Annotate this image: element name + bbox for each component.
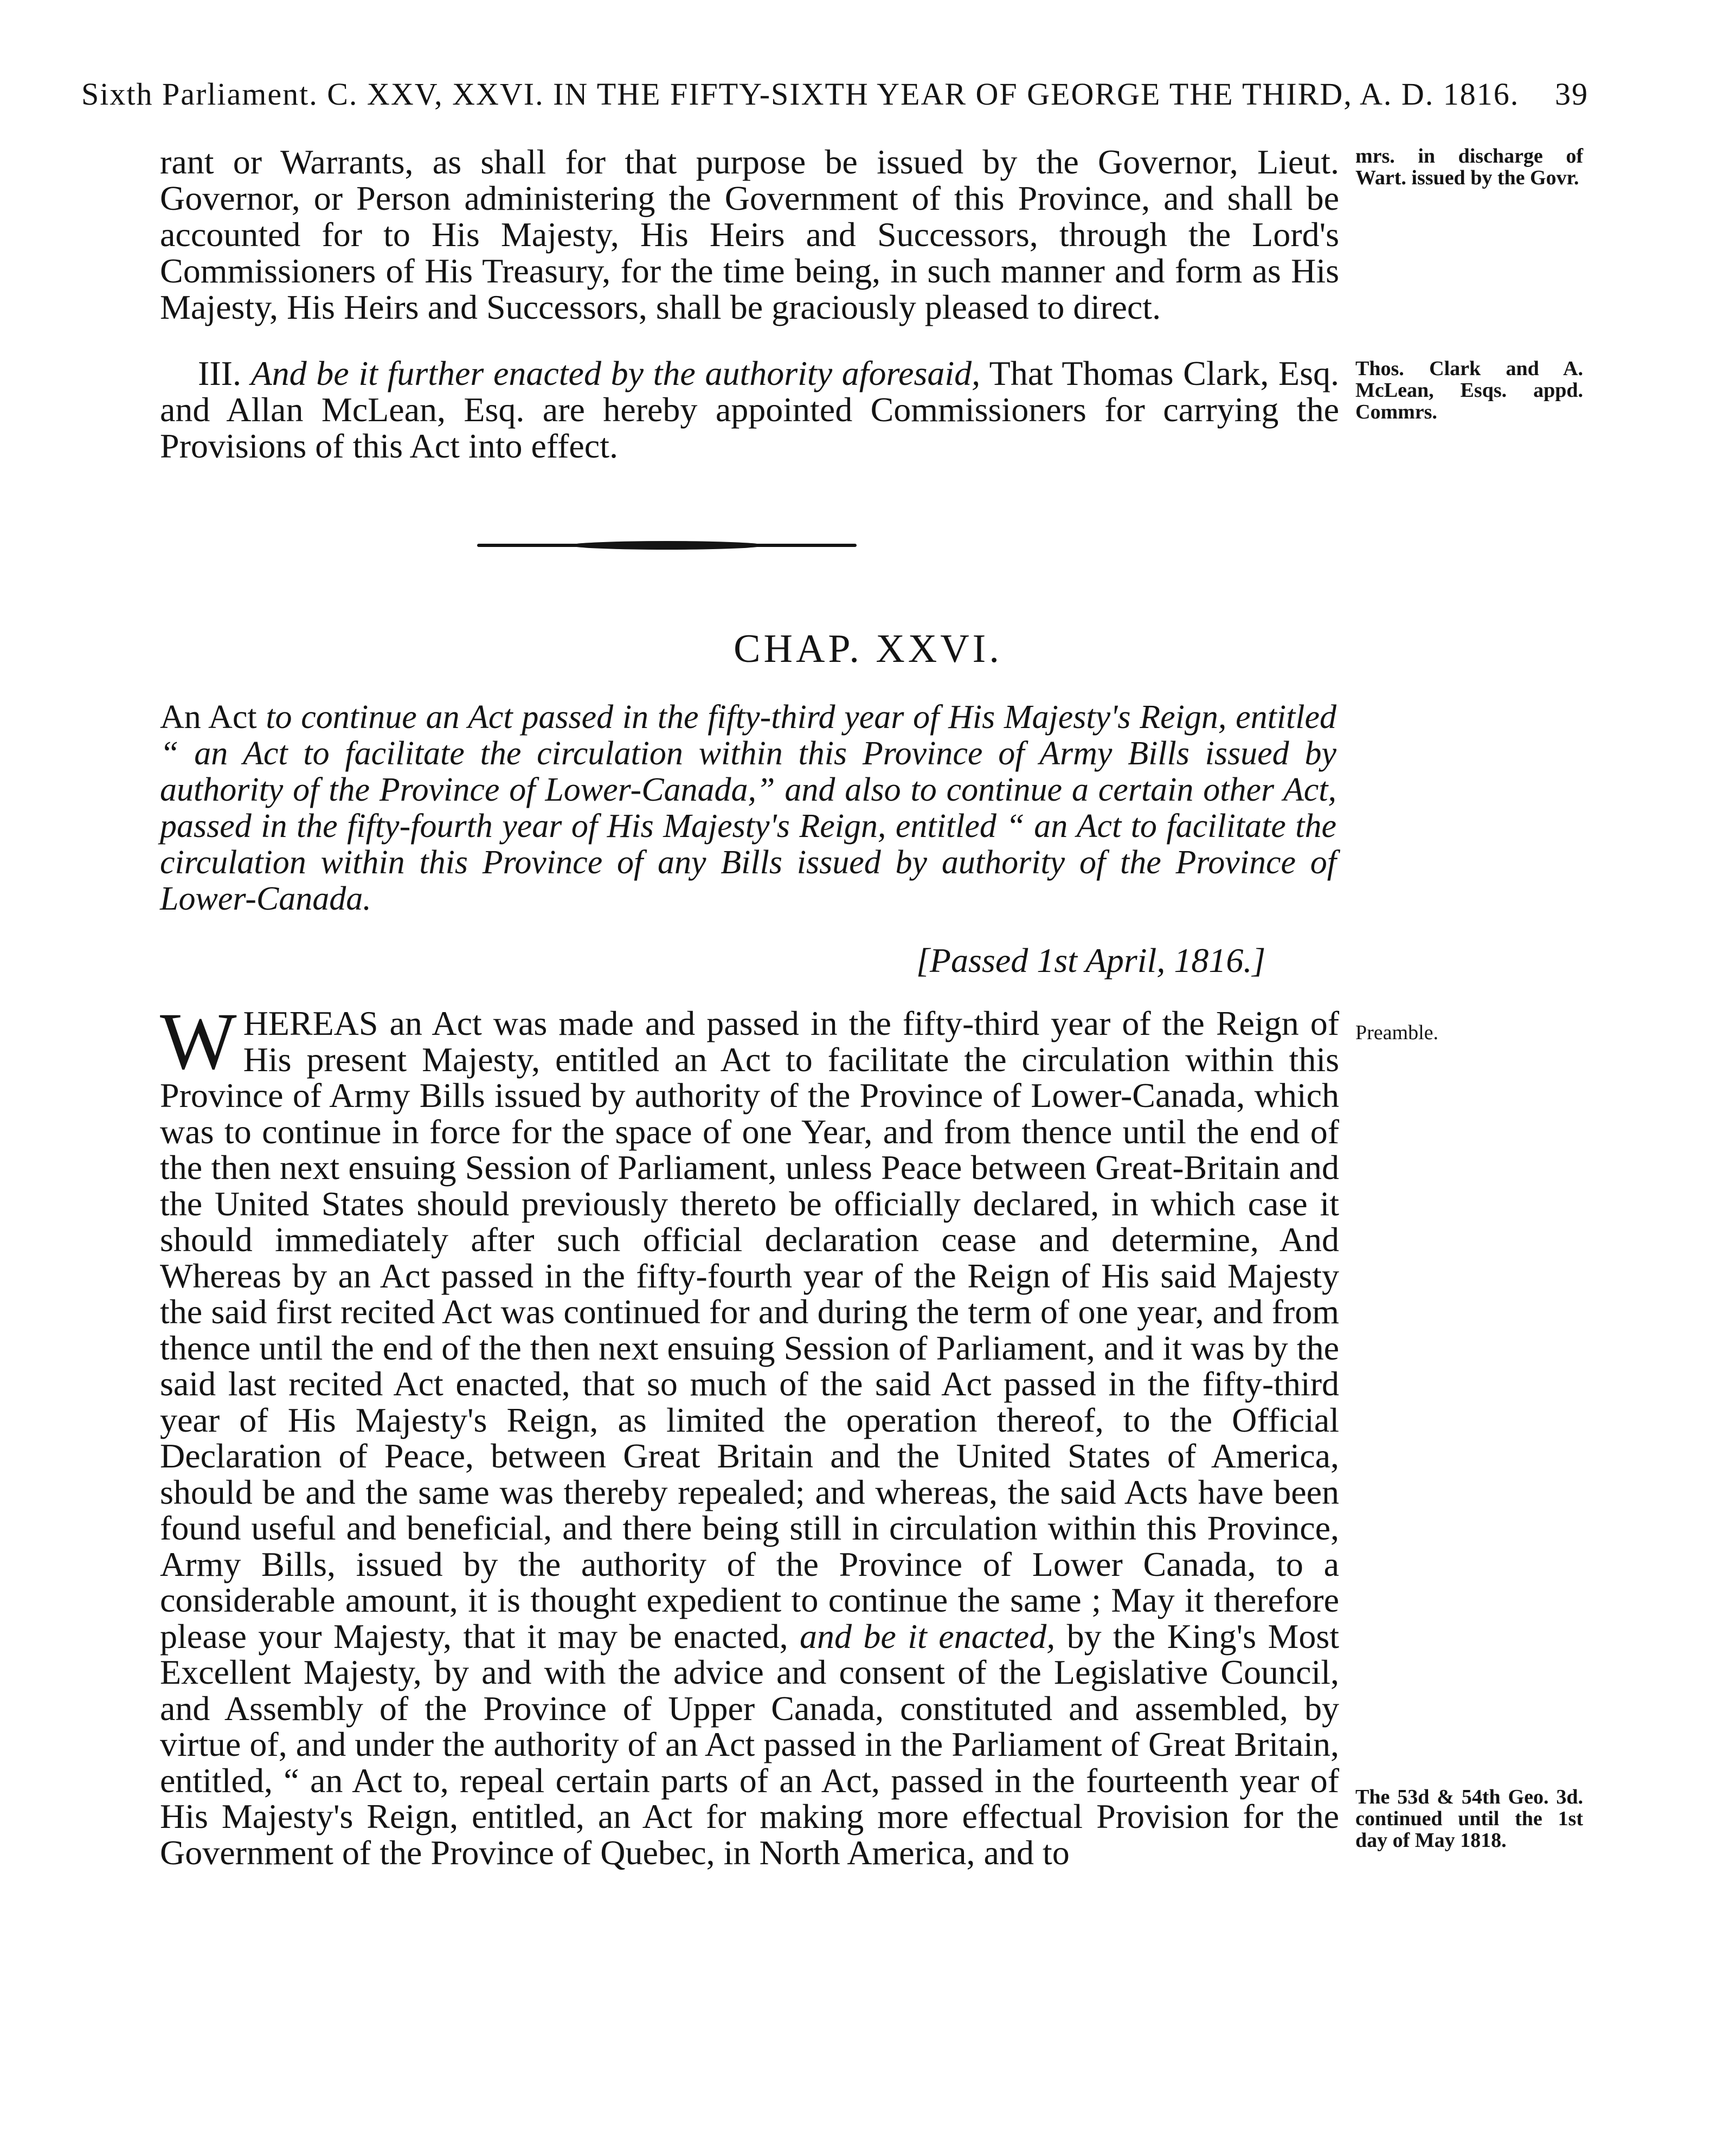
preamble-text bbox=[160, 996, 1340, 1872]
chapter-title bbox=[160, 699, 1336, 917]
section-three-text: That Thomas Clark, Esq. and Allan McLean, Esq. are hereby appointed Commissioners for carrying the Provisions of this Act into effect. bbox=[160, 354, 1340, 465]
chapter-heading: CHAP. XXVI. bbox=[734, 627, 1002, 671]
preamble-part2: by the King's Most Excellent Majesty, by and with the advice and consent of the Legislative Council, and Assembly of the Province of Upper Canada, constituted and assembled, by virtue of, and under the authority of an Act passed in the Parliament of Great Britain, entitled, “ an Act to, repeal certain parts of an Act, passed in the fourteenth year of His Majesty's Reign, entitled, an Act for making more effectual Provision for the Government of the Province of Quebec, in North America, and to bbox=[160, 1617, 1340, 1872]
chapter-title-lead: An Act bbox=[160, 699, 257, 736]
page-number: 39 bbox=[1555, 76, 1589, 112]
dropcap-letter: W bbox=[160, 996, 237, 1086]
section-continuation bbox=[160, 144, 1339, 325]
margin-note-continuation: The 53d & 54th Geo. 3d. continued until the 1st day of May 1818. bbox=[1355, 1786, 1583, 1852]
chapter-title-rest: to continue an Act passed in the fifty-third year of His Majesty's Reign, entitled “ an Act to facilitate the circulation within this Province of Army Bills issued by authority of the Province of Lower-Canada,” and also to continue a certain other Act, passed in the fifty-fourth year of His Majesty's Reign, entitled “ an Act to facilitate the circulation within this Province of any Bills issued by authority of the Province of Lower-Canada. bbox=[160, 699, 1337, 917]
preamble-enacted-phrase: and be it enacted, bbox=[800, 1617, 1056, 1656]
enacting-phrase: And be it further enacted by the authority aforesaid, bbox=[250, 354, 981, 392]
section-number: III. bbox=[198, 354, 241, 392]
running-header bbox=[81, 76, 1589, 112]
section-continuation-text: rant or Warrants, as shall for that purpose be issued by the Governor, Lieut. Governor, or Person administering the Government of this Province, and shall be accounted for to His Majesty, His Heirs and Successors, through the Lord's Commissioners of His Treasury, for the time being, in such manner and form as His Majesty, His Heirs and Successors, shall be graciously pleased to direct. bbox=[160, 143, 1339, 326]
preamble-part1: HEREAS an Act was made and passed in the fifty-third year of the Reign of His present Majesty, entitled an Act to facilitate the circulation within this Province of Army Bills issued by authority of the Province of Lower-Canada, which was to continue in force for the space of one Year, and from thence until the end of the then next ensuing Session of Parliament, unless Peace between Great-Britain and the United States should previously thereto be officially declared, in which case it should immediately after such official declaration cease and determine, And Whereas by an Act passed in the fifty-fourth year of the Reign of His said Majesty the said first recited Act was continued for and during the term of one year, and from thence until the end of the then next ensuing Session of Parliament, and it was by the said last recited Act enacted, that so much of the said Act passed in the fifty-third year of His Majesty's Reign, as limited the operation thereof, to the Official Declaration of Peace, between Great Britain and the United States of America, should be and the same was thereby repealed; and whereas, the said Acts have been found useful and beneficial, and there being still in circulation within this Province, Army Bills, issued by the authority of the Province of Lower Canada, to a considerable amount, it is thought expedient to continue the same ; May it therefore please your Majesty, that it may be enacted, bbox=[160, 1004, 1339, 1656]
section-divider-ornament bbox=[569, 541, 764, 550]
margin-label-preamble: Preamble. bbox=[1355, 1021, 1439, 1044]
margin-note-commissioners: Thos. Clark and A. McLean, Esqs. appd. Commrs. bbox=[1355, 357, 1583, 423]
margin-note-warrants: mrs. in discharge of Wart. issued by the Govr. bbox=[1355, 145, 1583, 189]
running-title: Sixth Parliament. C. XXV, XXVI. IN THE FIFTY-SIXTH YEAR OF GEORGE THE THIRD, A. D. 1816. bbox=[81, 76, 1520, 112]
passed-date: [Passed 1st April, 1816.] bbox=[916, 941, 1266, 980]
section-three bbox=[160, 355, 1339, 464]
